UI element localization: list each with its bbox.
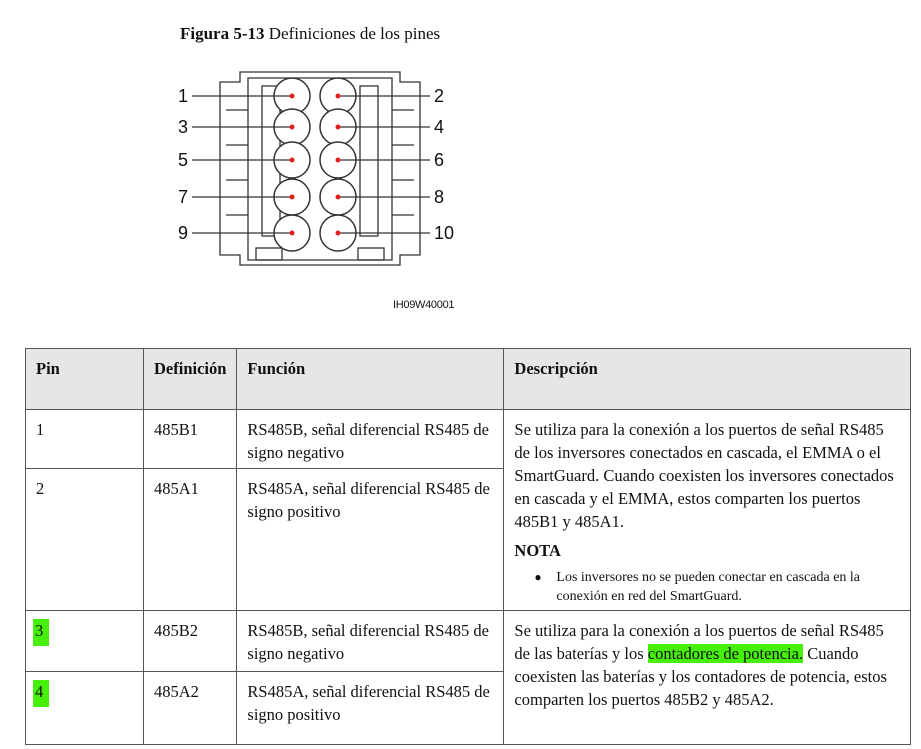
pin-number-label: 1 (177, 86, 188, 106)
cell-description (504, 611, 911, 745)
pin-dot (336, 158, 341, 163)
pin-number-label: 2 (434, 86, 445, 106)
highlighted-text: contadores de potencia. (647, 644, 804, 663)
pin-dot (336, 195, 341, 200)
note-item (514, 568, 900, 606)
cell-function: RS485B, señal diferencial RS485 de signo negativo (237, 611, 504, 672)
cell-pin (26, 611, 144, 672)
highlighted-pin: 4 (33, 680, 49, 707)
header-definition: Definición (144, 349, 237, 410)
pin-dot (290, 158, 295, 163)
figure-code: IH09W40001 (393, 299, 455, 311)
figure-caption: Definiciones de los pines (268, 24, 441, 43)
pin-dot (336, 125, 341, 130)
cell-function: RS485B, señal diferencial RS485 de signo negativo (237, 410, 504, 469)
header-function: Función (237, 349, 504, 410)
cell-function: RS485A, señal diferencial RS485 de signo positivo (237, 469, 504, 611)
cell-pin: 2 (26, 469, 144, 611)
table-row (26, 410, 911, 469)
figure-title (180, 24, 440, 44)
pin-number-label: 10 (434, 223, 455, 243)
pin-dot (290, 195, 295, 200)
pin-dot (336, 94, 341, 99)
table-header-row (26, 349, 911, 410)
pin-number-label: 3 (177, 117, 188, 137)
cell-definition: 485B2 (144, 611, 237, 672)
cell-function: RS485A, señal diferencial RS485 de signo positivo (237, 672, 504, 745)
cell-pin: 1 (26, 410, 144, 469)
header-pin: Pin (26, 349, 144, 410)
pin-number-label: 5 (177, 150, 188, 170)
pin-dot (290, 125, 295, 130)
figure-label: Figura 5-13 (180, 24, 265, 43)
pin-dot (336, 231, 341, 236)
pin-number-label: 6 (434, 150, 445, 170)
pin-number-label: 7 (177, 187, 188, 207)
pin-dot (290, 231, 295, 236)
note-label: NOTA (514, 541, 561, 560)
pin-number-label: 9 (177, 223, 188, 243)
cell-description (504, 410, 911, 611)
pin-definitions-table (25, 348, 911, 745)
cell-pin (26, 672, 144, 745)
cell-definition: 485A1 (144, 469, 237, 611)
cell-definition: 485B1 (144, 410, 237, 469)
header-description: Descripción (504, 349, 911, 410)
pin-number-label: 4 (434, 117, 445, 137)
description-text-end: Cuando coexisten las baterías y los contadores de potencia, estos comparten los puertos 485B2 y 485A2. (514, 644, 887, 709)
description-text: Se utiliza para la conexión a los puertos de señal RS485 de los inversores conectados en cascada, el EMMA o el SmartGuard. Cuando coexisten los inversores conectados en cascada y el EMMA, estos comparten los puertos 485B1 y 485A1. (514, 420, 894, 531)
table-row (26, 611, 911, 672)
bullet-icon: ● (534, 570, 542, 584)
connector-diagram (170, 60, 460, 280)
cell-definition: 485A2 (144, 672, 237, 745)
pin-number-label: 8 (434, 187, 445, 207)
note-text: Los inversores no se pueden conectar en cascada en la conexión en red del SmartGuard. (556, 570, 861, 604)
description-text: Se utiliza para la conexión a los puertos de señal RS485 de las baterías y los (514, 621, 884, 663)
pin-dot (290, 94, 295, 99)
highlighted-pin: 3 (33, 619, 49, 646)
